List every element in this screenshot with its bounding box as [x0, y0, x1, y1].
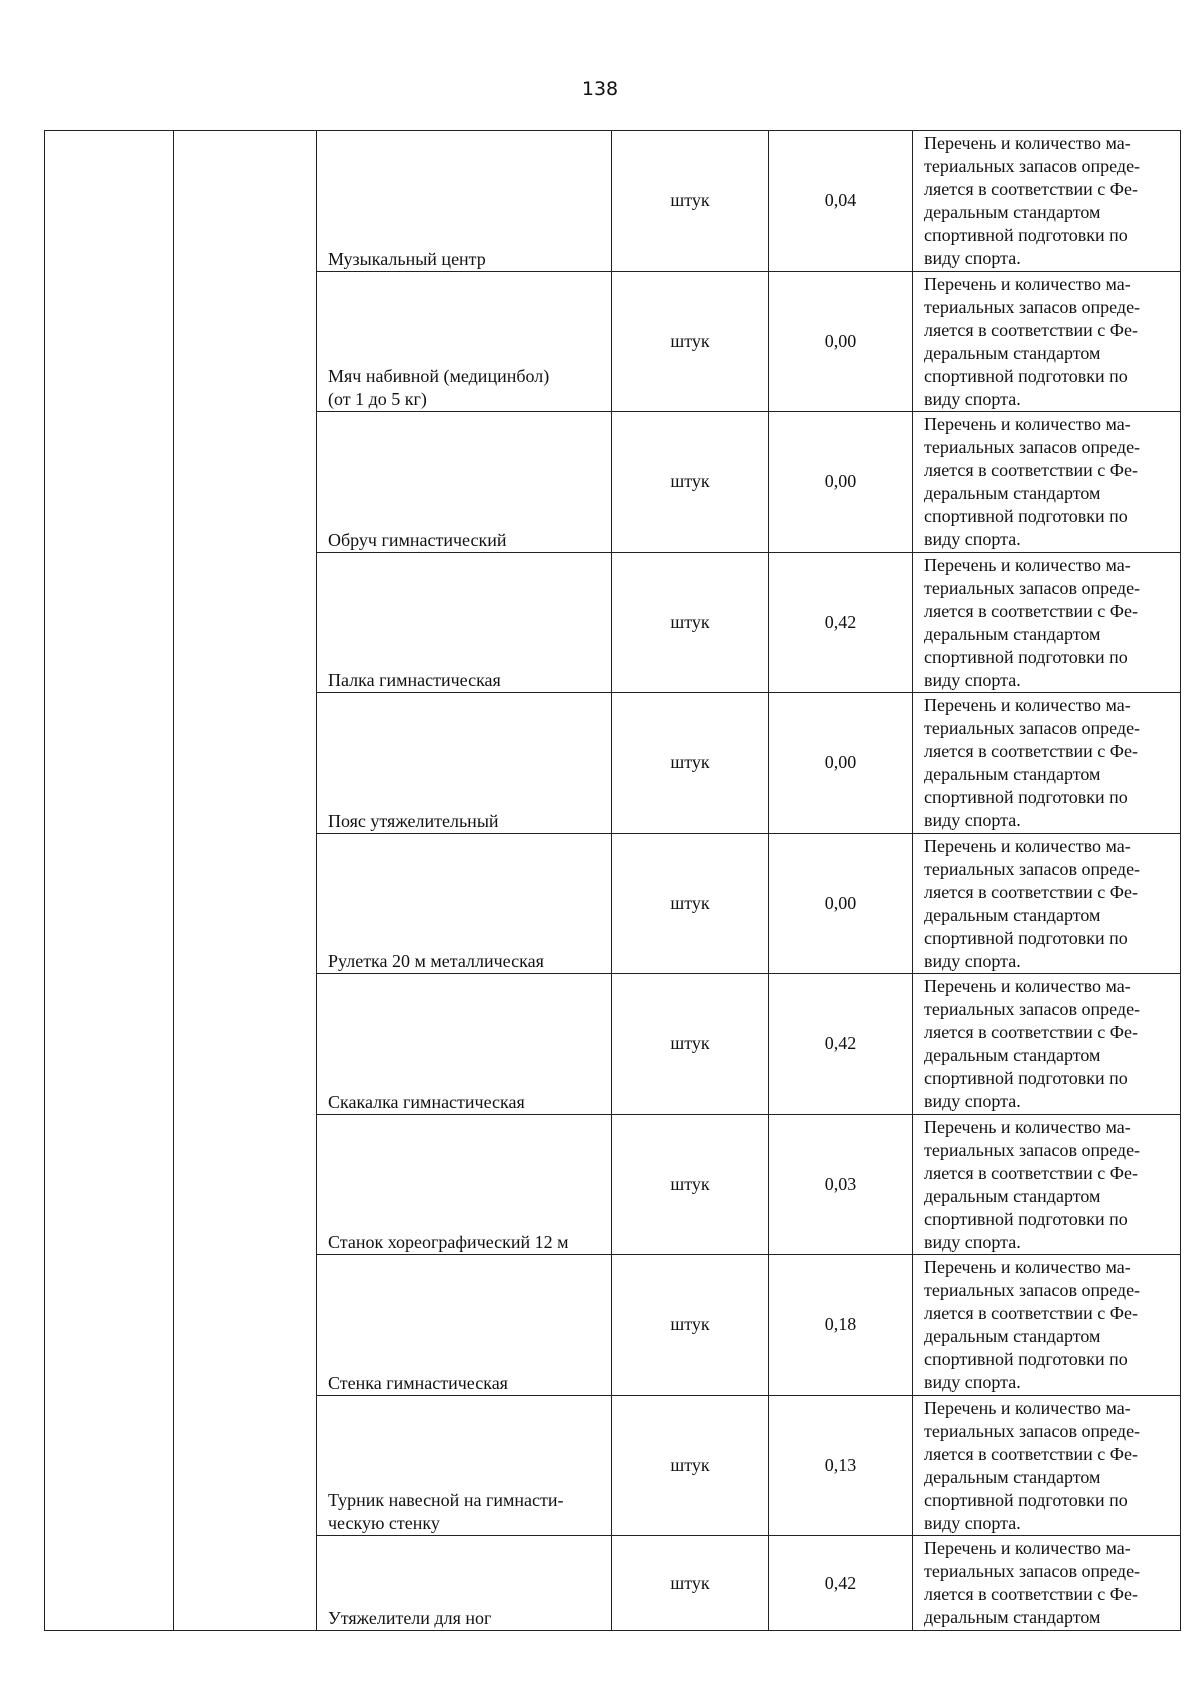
note-line: спортивной подготовки по: [924, 365, 1128, 386]
item-name-cell: [317, 271, 612, 412]
note-line: териальных запасов опреде-: [924, 156, 1141, 176]
note-line: деральным стандартом: [924, 1607, 1101, 1627]
item-name-cell: Музыкальный центр: [317, 131, 612, 272]
note-cell: [913, 693, 1181, 834]
item-name-cell: Пояс утяжелительный: [317, 693, 612, 834]
note-line: териальных запасов опреде-: [924, 1420, 1141, 1441]
note-line: спортивной подготовки по: [924, 1208, 1128, 1229]
note-line: спортивной подготовки по: [924, 646, 1128, 667]
note-line: деральным стандартом: [924, 904, 1101, 925]
note-cell: [913, 833, 1181, 974]
item-name-cell: Утяжелители для ног: [317, 1536, 612, 1631]
item-name-line: Турник навесной на гимнасти-: [328, 1490, 564, 1510]
note-line: виду спорта.: [924, 1512, 1021, 1533]
note-cell: [913, 412, 1181, 553]
note-line: ляется в соответствии с Фе-: [924, 1022, 1139, 1042]
note-line: деральным стандартом: [924, 342, 1101, 363]
unit-cell: штук: [612, 693, 769, 834]
unit-cell: штук: [612, 1536, 769, 1631]
quantity-cell: 0,00: [769, 833, 913, 974]
note-cell: [913, 974, 1181, 1115]
note-line: Перечень и количество ма-: [924, 1538, 1131, 1558]
note-line: ляется в соответствии с Фе-: [924, 600, 1139, 621]
item-name-cell: Палка гимнастическая: [317, 552, 612, 693]
unit-cell: штук: [612, 974, 769, 1115]
table-row: [45, 131, 1181, 272]
note-line: Перечень и количество ма-: [924, 835, 1131, 856]
note-line: виду спорта.: [924, 1091, 1021, 1111]
quantity-cell: 0,42: [769, 552, 913, 693]
note-line: Перечень и количество ма-: [924, 1397, 1131, 1418]
note-line: спортивной подготовки по: [924, 1068, 1128, 1088]
note-line: деральным стандартом: [924, 623, 1101, 644]
quantity-cell: 0,04: [769, 131, 913, 272]
note-line: Перечень и количество ма-: [924, 976, 1131, 996]
note-line: ляется в соответствии с Фе-: [924, 1162, 1139, 1183]
note-line: спортивной подготовки по: [924, 1489, 1128, 1510]
equipment-table-body: [45, 131, 1181, 1631]
note-line: Перечень и количество ма-: [924, 554, 1131, 575]
note-cell: [913, 1395, 1181, 1536]
note-line: деральным стандартом: [924, 764, 1101, 784]
quantity-cell: 0,00: [769, 693, 913, 834]
note-line: спортивной подготовки по: [924, 927, 1128, 948]
note-line: деральным стандартом: [924, 1466, 1101, 1487]
note-line: деральным стандартом: [924, 1045, 1101, 1065]
item-name-cell: Скакалка гимнастическая: [317, 974, 612, 1115]
item-name-line: Мяч набивной (медицинбол): [328, 366, 550, 386]
note-line: Перечень и количество ма-: [924, 1257, 1131, 1277]
note-line: деральным стандартом: [924, 1185, 1101, 1206]
note-line: териальных запасов опреде-: [924, 858, 1141, 879]
item-name-line: ческую стенку: [328, 1513, 440, 1533]
note-line: териальных запасов опреде-: [924, 577, 1141, 598]
unit-cell: штук: [612, 1114, 769, 1255]
note-line: Перечень и количество ма-: [924, 133, 1131, 153]
merged-empty-cell-1: [45, 131, 174, 1631]
note-cell: [913, 131, 1181, 272]
note-line: виду спорта.: [924, 1372, 1021, 1392]
unit-cell: штук: [612, 552, 769, 693]
note-line: териальных запасов опреде-: [924, 718, 1141, 738]
unit-cell: штук: [612, 271, 769, 412]
note-line: деральным стандартом: [924, 202, 1101, 222]
quantity-cell: 0,00: [769, 271, 913, 412]
note-line: виду спорта.: [924, 248, 1021, 268]
page-number: 138: [581, 78, 619, 100]
item-name-cell: Обруч гимнастический: [317, 412, 612, 553]
quantity-cell: 0,00: [769, 412, 913, 553]
unit-cell: штук: [612, 833, 769, 974]
note-line: виду спорта.: [924, 529, 1021, 549]
quantity-cell: 0,42: [769, 1536, 913, 1631]
note-line: ляется в соответствии с Фе-: [924, 319, 1139, 340]
note-line: спортивной подготовки по: [924, 1349, 1128, 1369]
quantity-cell: 0,18: [769, 1255, 913, 1396]
note-line: ляется в соответствии с Фе-: [924, 881, 1139, 902]
unit-cell: штук: [612, 412, 769, 553]
unit-cell: штук: [612, 131, 769, 272]
note-line: ляется в соответствии с Фе-: [924, 1584, 1139, 1604]
item-name-cell: Стенка гимнастическая: [317, 1255, 612, 1396]
item-name-cell: Рулетка 20 м металлическая: [317, 833, 612, 974]
quantity-cell: 0,13: [769, 1395, 913, 1536]
note-cell: [913, 271, 1181, 412]
note-line: виду спорта.: [924, 810, 1021, 830]
unit-cell: штук: [612, 1255, 769, 1396]
note-line: ляется в соответствии с Фе-: [924, 1443, 1139, 1464]
quantity-cell: 0,42: [769, 974, 913, 1115]
note-line: спортивной подготовки по: [924, 225, 1128, 245]
note-line: виду спорта.: [924, 669, 1021, 690]
note-line: Перечень и количество ма-: [924, 695, 1131, 715]
note-line: ляется в соответствии с Фе-: [924, 179, 1139, 199]
note-line: Перечень и количество ма-: [924, 1116, 1131, 1137]
item-name-cell: [317, 1395, 612, 1536]
note-line: спортивной подготовки по: [924, 506, 1128, 526]
merged-empty-cell-2: [174, 131, 317, 1631]
note-line: деральным стандартом: [924, 1326, 1101, 1346]
note-line: Перечень и количество ма-: [924, 273, 1131, 294]
note-line: териальных запасов опреде-: [924, 1561, 1141, 1581]
quantity-cell: 0,03: [769, 1114, 913, 1255]
unit-cell: штук: [612, 1395, 769, 1536]
note-line: ляется в соответствии с Фе-: [924, 1303, 1139, 1323]
item-name-cell: Станок хореографический 12 м: [317, 1114, 612, 1255]
note-line: териальных запасов опреде-: [924, 1139, 1141, 1160]
note-cell: [913, 1536, 1181, 1631]
note-line: териальных запасов опреде-: [924, 1280, 1141, 1300]
note-cell: [913, 1114, 1181, 1255]
note-line: виду спорта.: [924, 950, 1021, 971]
note-line: деральным стандартом: [924, 483, 1101, 503]
note-line: Перечень и количество ма-: [924, 414, 1131, 434]
note-line: виду спорта.: [924, 1231, 1021, 1252]
note-line: териальных запасов опреде-: [924, 437, 1141, 457]
note-line: териальных запасов опреде-: [924, 296, 1141, 317]
note-line: спортивной подготовки по: [924, 787, 1128, 807]
note-line: виду спорта.: [924, 388, 1021, 409]
item-name-line: (от 1 до 5 кг): [328, 389, 427, 409]
note-line: ляется в соответствии с Фе-: [924, 460, 1139, 480]
note-line: териальных запасов опреде-: [924, 999, 1141, 1019]
note-cell: [913, 1255, 1181, 1396]
equipment-table: [44, 130, 1181, 1631]
note-cell: [913, 552, 1181, 693]
note-line: ляется в соответствии с Фе-: [924, 741, 1139, 761]
